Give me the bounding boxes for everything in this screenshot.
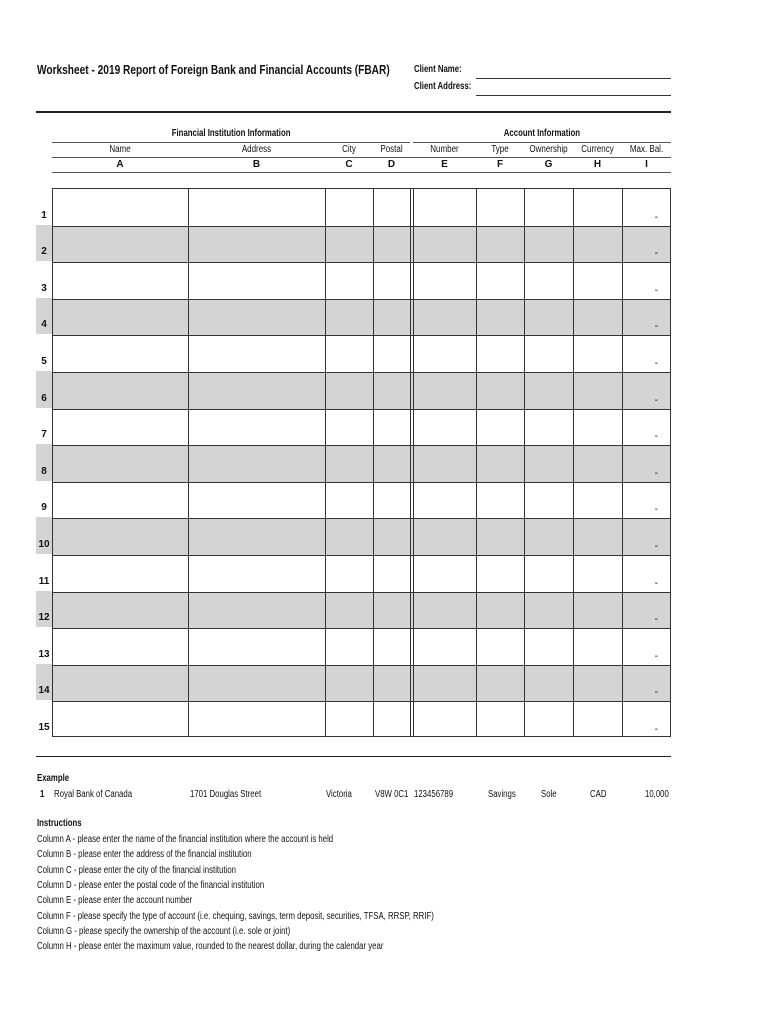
column-divider bbox=[373, 189, 374, 736]
max-balance-cell[interactable]: - bbox=[654, 357, 658, 369]
instruction-line: Column C - please enter the city of the financial institution bbox=[37, 864, 237, 876]
column-name-h: Currency bbox=[581, 144, 614, 155]
example-city: Victoria bbox=[326, 789, 352, 800]
max-balance-cell[interactable]: - bbox=[654, 467, 658, 479]
table-row bbox=[53, 372, 670, 409]
table-row bbox=[53, 628, 670, 665]
example-type: Savings bbox=[488, 789, 516, 800]
example-address: 1701 Douglas Street bbox=[190, 789, 262, 800]
table-row bbox=[53, 335, 670, 372]
example-name: Royal Bank of Canada bbox=[54, 789, 133, 800]
column-letter-e: E bbox=[441, 159, 448, 170]
instruction-line: Column A - please enter the name of the financial institution where the account is held bbox=[37, 834, 334, 845]
header-separator bbox=[52, 157, 671, 158]
row-border bbox=[53, 335, 670, 336]
column-name-i: Max. Bal. bbox=[629, 144, 664, 155]
column-divider bbox=[573, 189, 574, 736]
max-balance-cell[interactable]: - bbox=[654, 431, 658, 443]
column-name-a: Name bbox=[109, 144, 131, 155]
group-institution-header: Financial Institution Information bbox=[171, 128, 291, 139]
row-number: 10 bbox=[38, 539, 50, 550]
max-balance-cell[interactable]: - bbox=[654, 650, 658, 662]
row-border bbox=[53, 409, 670, 410]
column-name-f: Type bbox=[491, 144, 509, 155]
row-border bbox=[53, 555, 670, 556]
row-border bbox=[53, 628, 670, 629]
column-letter-i: I bbox=[645, 159, 648, 170]
max-balance-cell[interactable]: - bbox=[654, 321, 658, 333]
example-row-number: 1 bbox=[40, 789, 45, 800]
instruction-line: Column H - please enter the maximum value, rounded to the nearest dollar, during the calendar year bbox=[37, 941, 384, 953]
max-balance-cell[interactable]: - bbox=[654, 284, 658, 296]
max-balance-cell[interactable]: - bbox=[654, 394, 658, 406]
row-number: 8 bbox=[41, 465, 47, 477]
column-letter-g: G bbox=[544, 159, 553, 170]
client-address-label: Client Address: bbox=[414, 81, 472, 92]
example-currency: CAD bbox=[590, 789, 607, 800]
example-max-balance: 10,000 bbox=[645, 789, 669, 800]
max-balance-cell[interactable]: - bbox=[654, 504, 658, 516]
column-divider bbox=[410, 189, 411, 736]
column-letter-a: A bbox=[116, 159, 124, 170]
example-ownership: Sole bbox=[541, 789, 557, 800]
max-balance-cell[interactable]: - bbox=[654, 248, 658, 260]
row-border bbox=[53, 445, 670, 446]
table-row bbox=[53, 518, 670, 555]
column-divider bbox=[524, 189, 525, 736]
row-number: 12 bbox=[38, 612, 50, 624]
column-divider bbox=[188, 189, 189, 736]
row-border bbox=[53, 518, 670, 519]
row-border bbox=[53, 372, 670, 373]
row-number: 1 bbox=[41, 209, 47, 221]
column-divider bbox=[476, 189, 477, 736]
row-border bbox=[53, 262, 670, 263]
table-row bbox=[53, 262, 670, 299]
row-number: 15 bbox=[38, 722, 50, 733]
table-row bbox=[53, 701, 670, 738]
example-label: Example bbox=[37, 773, 70, 784]
column-name-g: Ownership bbox=[529, 144, 568, 155]
column-letter-b: B bbox=[252, 159, 261, 170]
row-number: 13 bbox=[38, 648, 50, 660]
row-number: 11 bbox=[38, 575, 50, 587]
row-number: 6 bbox=[41, 392, 47, 404]
table-row bbox=[53, 592, 670, 629]
row-number: 3 bbox=[41, 282, 47, 294]
instruction-line: Column B - please enter the address of the financial institution bbox=[37, 849, 252, 861]
example-number: 123456789 bbox=[414, 789, 454, 800]
row-number: 14 bbox=[38, 685, 50, 697]
account-table bbox=[52, 188, 671, 737]
instructions-title: Instructions bbox=[37, 818, 82, 829]
client-name-label: Client Name: bbox=[414, 64, 462, 75]
table-row bbox=[53, 665, 670, 702]
instruction-line: Column E - please enter the account number bbox=[37, 895, 193, 907]
table-bottom-divider bbox=[36, 756, 671, 757]
header-bottom-line bbox=[52, 172, 671, 173]
column-name-d: Postal bbox=[380, 144, 403, 155]
instruction-line: Column G - please specify the ownership of the account (i.e. sole or joint) bbox=[37, 925, 291, 937]
table-row bbox=[53, 555, 670, 592]
column-name-c: City bbox=[342, 144, 356, 155]
max-balance-cell[interactable]: - bbox=[654, 723, 658, 735]
table-row bbox=[53, 189, 670, 226]
row-number: 7 bbox=[41, 429, 47, 441]
instruction-line: Column F - please specify the type of account (i.e. chequing, savings, term deposit, securities, TFSA, RRSP, RRIF) bbox=[37, 910, 434, 922]
row-border bbox=[53, 592, 670, 593]
row-border bbox=[53, 482, 670, 483]
row-number: 5 bbox=[41, 356, 47, 367]
row-number: 4 bbox=[41, 319, 47, 331]
max-balance-cell[interactable]: - bbox=[654, 211, 658, 223]
column-name-b: Address bbox=[241, 144, 272, 155]
header-divider bbox=[36, 111, 671, 113]
table-row bbox=[53, 482, 670, 519]
group-underline-account bbox=[413, 142, 671, 143]
client-name-field[interactable] bbox=[476, 78, 671, 79]
row-number: 2 bbox=[41, 246, 47, 258]
group-account-header: Account Information bbox=[503, 128, 581, 139]
column-letter-d: D bbox=[387, 159, 396, 170]
row-border bbox=[53, 665, 670, 666]
column-letter-c: C bbox=[345, 159, 353, 170]
max-balance-cell[interactable]: - bbox=[654, 540, 658, 552]
max-balance-cell[interactable]: - bbox=[654, 577, 658, 589]
column-letter-h: H bbox=[593, 159, 602, 170]
table-row bbox=[53, 409, 670, 446]
table-row bbox=[53, 226, 670, 263]
page-title: Worksheet - 2019 Report of Foreign Bank and Financial Accounts (FBAR) bbox=[37, 62, 390, 77]
example-postal: V8W 0C1 bbox=[375, 789, 409, 800]
table-row bbox=[53, 445, 670, 482]
row-number: 9 bbox=[41, 502, 47, 514]
max-balance-cell[interactable]: - bbox=[654, 614, 658, 626]
row-border bbox=[53, 299, 670, 300]
client-address-field[interactable] bbox=[476, 95, 671, 96]
max-balance-cell[interactable]: - bbox=[654, 687, 658, 699]
column-divider bbox=[413, 189, 414, 736]
column-divider bbox=[325, 189, 326, 736]
column-letter-f: F bbox=[496, 159, 504, 170]
row-border bbox=[53, 701, 670, 702]
column-name-e: Number bbox=[430, 144, 459, 155]
table-row bbox=[53, 299, 670, 336]
column-divider bbox=[622, 189, 623, 736]
instruction-line: Column D - please enter the postal code of the financial institution bbox=[37, 879, 265, 891]
group-underline-institution bbox=[52, 142, 410, 143]
row-border bbox=[53, 226, 670, 227]
